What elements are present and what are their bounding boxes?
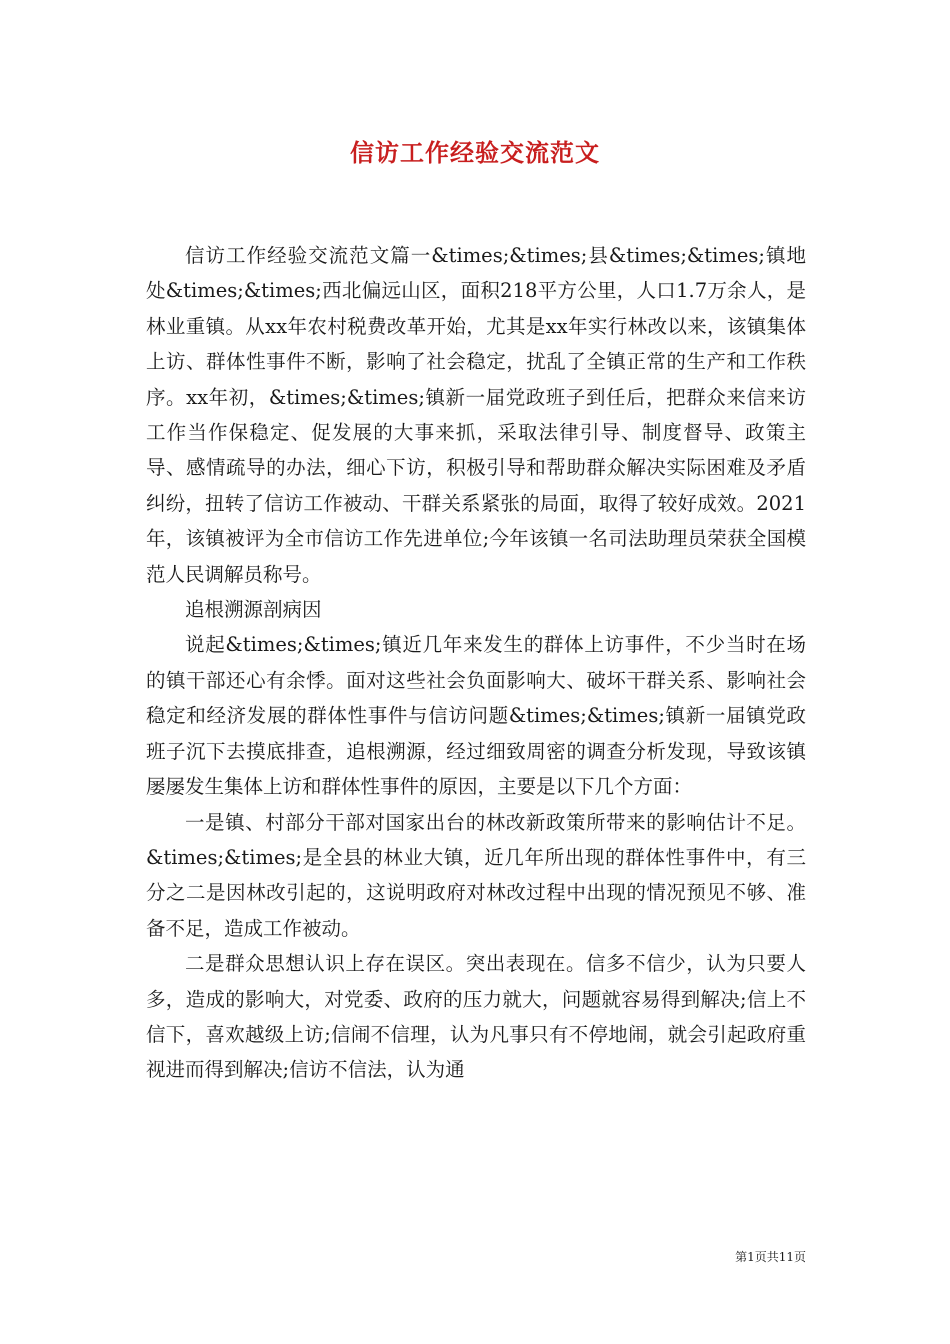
- paragraph-causes: 说起&times;&times;镇近几年来发生的群体上访事件，不少当时在场的镇干部还心有余悸。面对这些社会负面影响大、破坏干群关系、影响社会稳定和经济发展的群体性事件与信访问题&times;&times;镇新一届镇党政班子沉下去摸底排查，追根溯源，经过细致周密的调查分析发现，导致该镇屡屡发生集体上访和群体性事件的原因，主要是以下几个方面：: [146, 633, 806, 799]
- document-body: [146, 238, 806, 1088]
- paragraph-point-two: 二是群众思想认识上存在误区。突出表现在。信多不信少，认为只要人多，造成的影响大，对党委、政府的压力就大，问题就容易得到解决;信上不信下，喜欢越级上访;信闹不信理，认为凡事只有不停地闹，就会引起政府重视进而得到解决;信访不信法，认为通: [146, 952, 806, 1082]
- paragraph-intro: 信访工作经验交流范文篇一&times;&times;县&times;&times;镇地处&times;&times;西北偏远山区，面积218平方公里，人口1.7万余人，是林业重镇。从xx年农村税费改革开始，尤其是xx年实行林改以来，该镇集体上访、群体性事件不断，影响了社会稳定，扰乱了全镇正常的生产和工作秩序。xx年初，&times;&times;镇新一届党政班子到任后，把群众来信来访工作当作保稳定、促发展的大事来抓，采取法律引导、制度督导、政策主导、感情疏导的办法，细心下访，积极引导和帮助群众解决实际困难及矛盾纠纷，扭转了信访工作被动、干群关系紧张的局面，取得了较好成效。2021年，该镇被评为全市信访工作先进单位;今年该镇一名司法助理员荣获全国模范人民调解员称号。: [146, 244, 806, 586]
- document-title: 信访工作经验交流范文: [350, 138, 600, 167]
- section-heading: 追根溯源剖病因: [185, 598, 322, 622]
- paragraph-point-one: 一是镇、村部分干部对国家出台的林改新政策所带来的影响估计不足。&times;&times;是全县的林业大镇，近几年所出现的群体性事件中，有三分之二是因林改引起的，这说明政府对林改过程中出现的情况预见不够、准备不足，造成工作被动。: [146, 810, 806, 940]
- page-number-footer: 第1页共11页: [735, 1250, 806, 1264]
